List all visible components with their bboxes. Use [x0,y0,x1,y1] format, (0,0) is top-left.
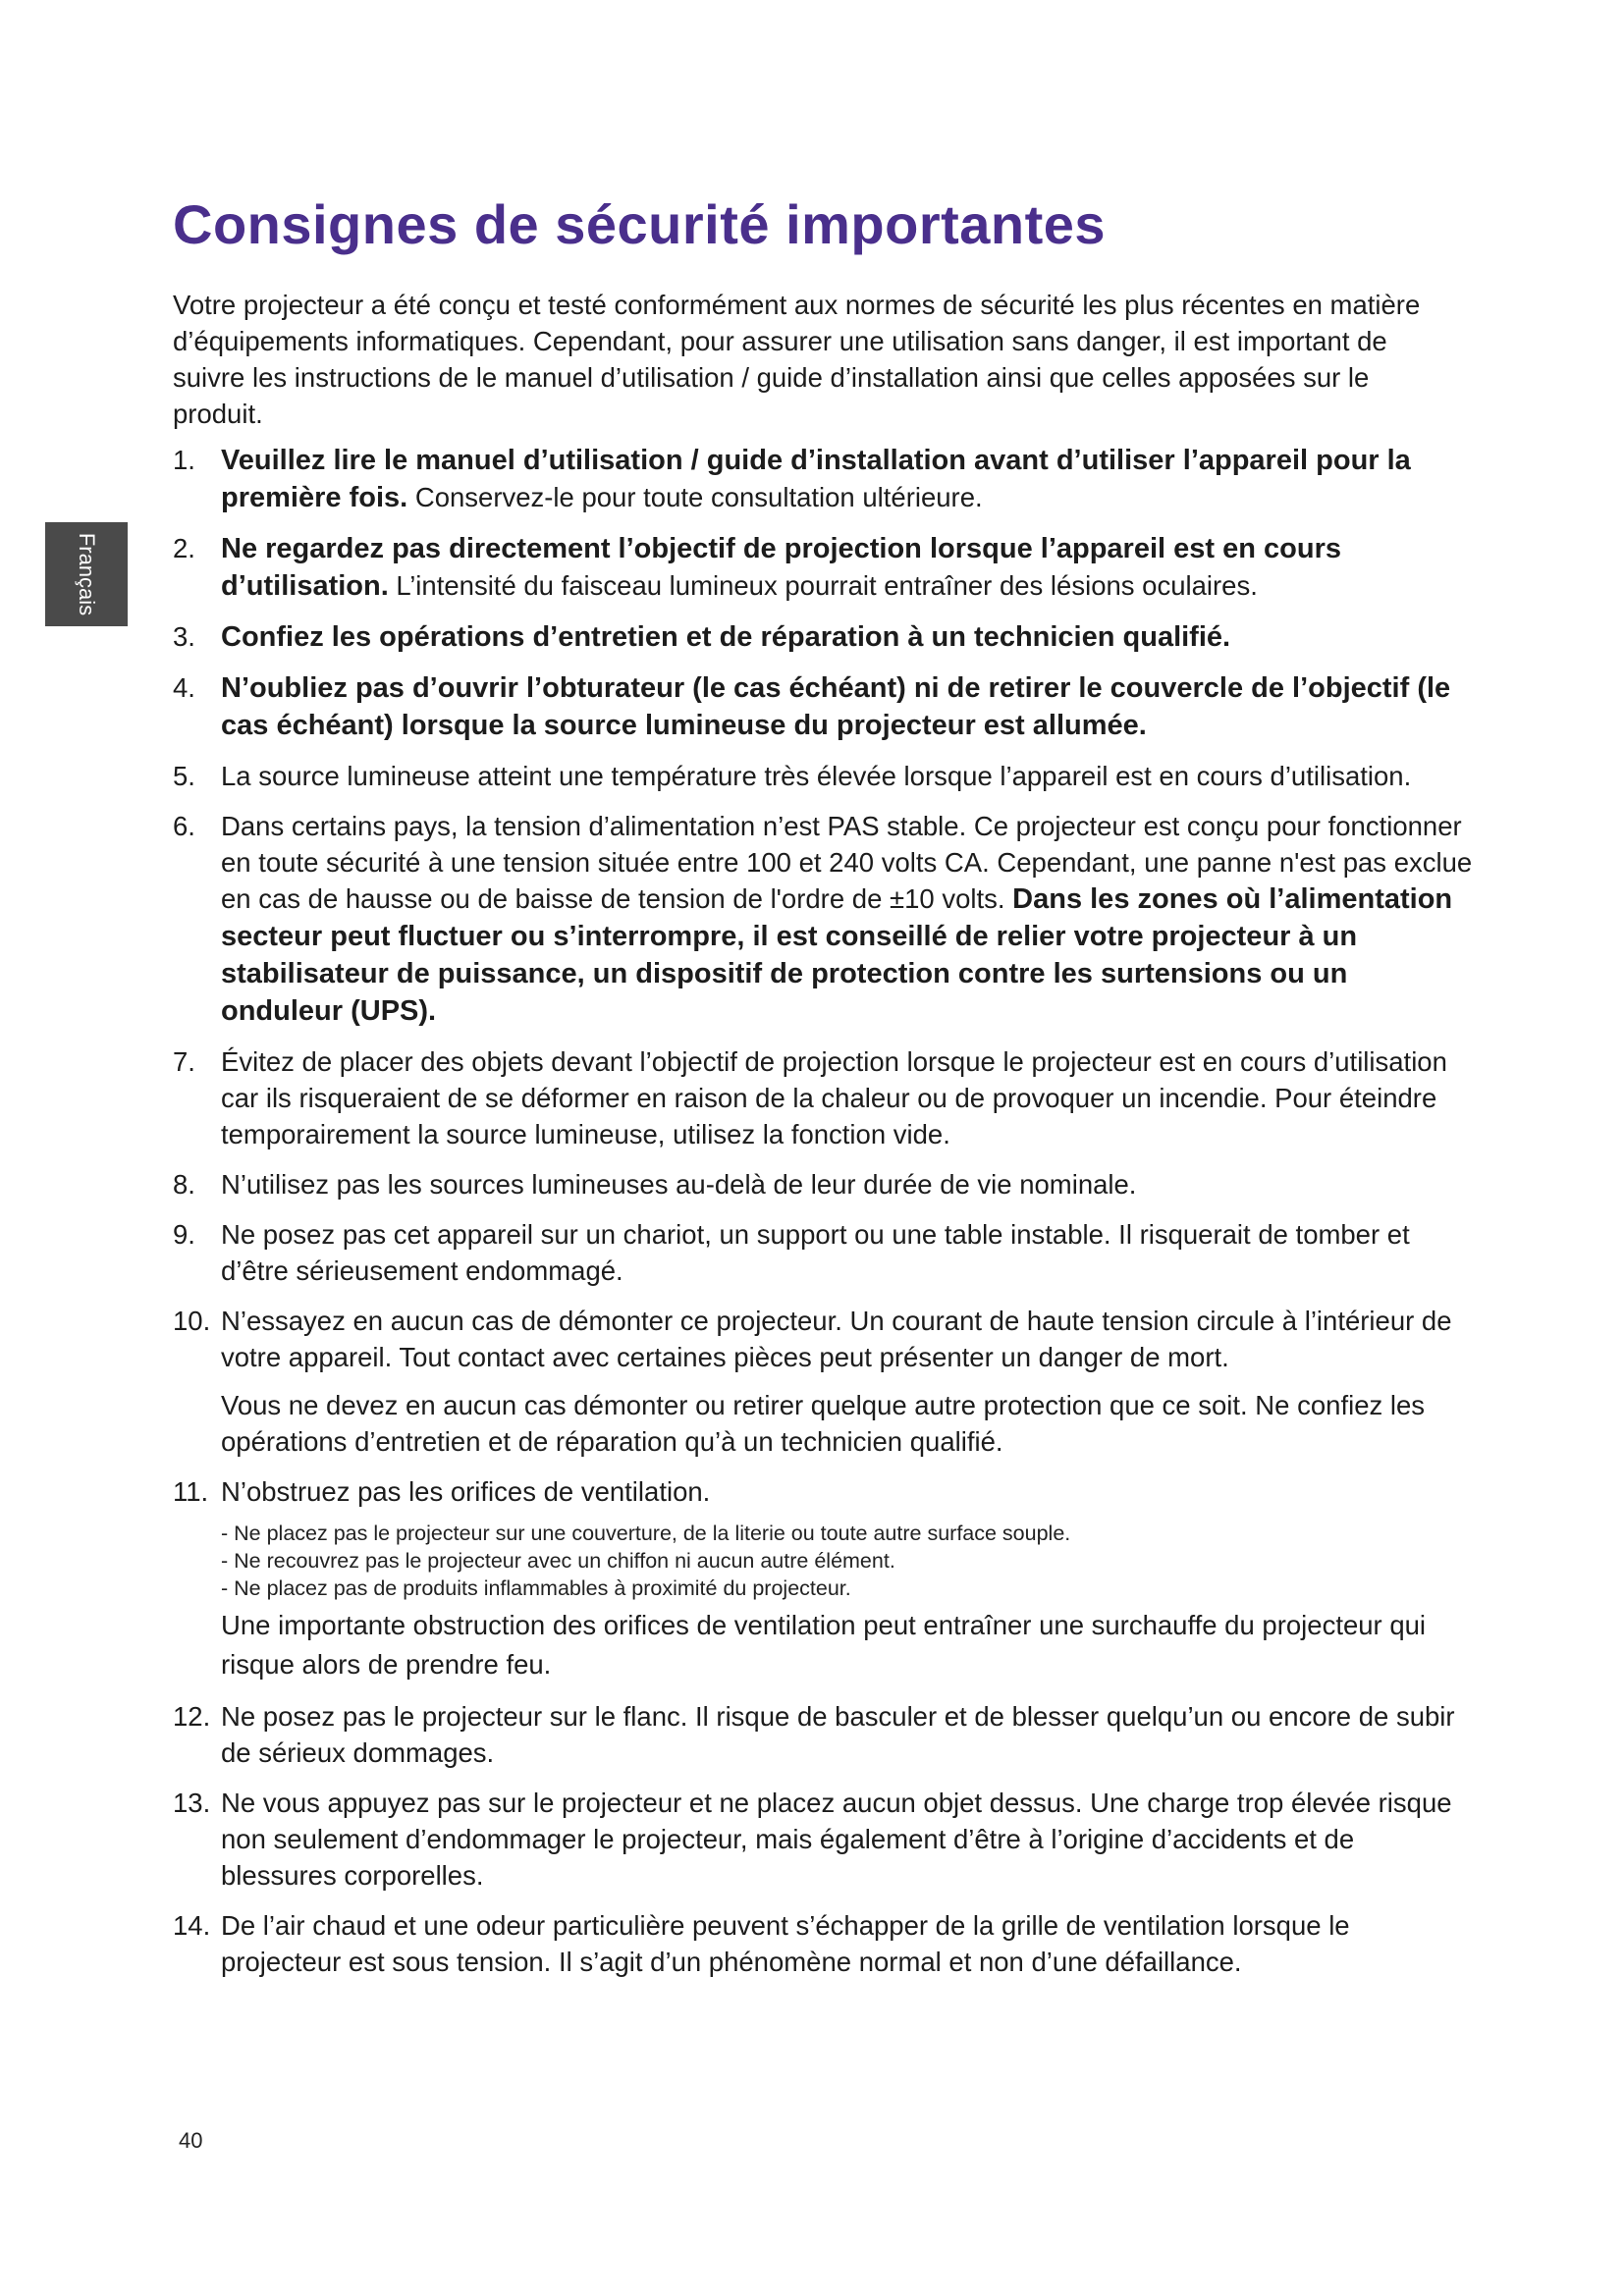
item-text: De l’air chaud et une odeur particulière peuvent s’échapper de la grille de ventilation lorsque le projecteur est sous tension. Il s’agit d’un phénomène normal et non d’une défaillance. [221,1910,1350,1977]
list-item [173,530,1474,605]
list-item [173,1043,1474,1152]
item-number: 10. [173,1306,211,1336]
item-text: Évitez de placer des objets devant l’objectif de projection lorsque le projecteur est en cours d’utilisation car ils risqueraient de se déformer en raison de la chaleur ou de provoquer un incendie. Pour éteindre temporairement la source lumineuse, utilisez la fonction vide. [221,1046,1447,1149]
list-item [173,1166,1474,1202]
list-item [173,808,1474,1030]
item-text: La source lumineuse atteint une température très élevée lorsque l’appareil est en cours d’utilisation. [221,761,1412,791]
item-text: N’obstruez pas les orifices de ventilation. [221,1476,711,1507]
list-item [173,669,1474,744]
item-number: 13. [173,1788,211,1818]
item-text: L’intensité du faisceau lumineux pourrait entraîner des lésions oculaires. [388,570,1258,601]
list-item [173,1698,1474,1771]
item-number: 11. [173,1476,209,1507]
item-number: 12. [173,1701,211,1732]
list-item [173,758,1474,794]
item-number: 9. [173,1219,195,1250]
list-item [173,618,1474,656]
item-text: N’essayez en aucun cas de démonter ce projecteur. Un courant de haute tension circule à l’intérieur de votre appareil. Tout contact avec certaines pièces peut présenter un danger de mort. [221,1306,1452,1372]
item-number: 8. [173,1169,195,1200]
item-number: 4. [173,672,195,703]
item-bold-text: Confiez les opérations d’entretien et de réparation à un technicien qualifié. [221,621,1231,653]
ventilation-bullet-list [221,1520,1474,1602]
item-number: 7. [173,1046,195,1077]
item-text: Ne vous appuyez pas sur le projecteur et ne placez aucun objet dessus. Une charge trop élevée risque non seulement d’endommager le projecteur, mais également d’être à l’origine d’accidents et de blessures corporelles. [221,1788,1452,1891]
item-bold-text: Ne regardez pas directement l’objectif de projection lorsque l’appareil est en cours d’utilisation. [221,533,1341,602]
item-text: Ne posez pas le projecteur sur le flanc. Il risque de basculer et de blesser quelqu’un ou encore de subir de sérieux dommages. [221,1701,1455,1768]
item-number: 2. [173,533,195,563]
bullet-item: - Ne placez pas le projecteur sur une couverture, de la literie ou toute autre surface souple. [221,1522,1071,1545]
bullet-item: - Ne recouvrez pas le projecteur avec un chiffon ni aucun autre élément. [221,1549,895,1573]
item-bold-text: Dans les zones où l’alimentation secteur peut fluctuer ou s’interrompre, il est conseillé de relier votre projecteur à un stabilisateur de puissance, un dispositif de protection contre les surtensions ou un onduleur (UPS). [221,883,1453,1027]
list-item [173,1303,1474,1460]
item-after-bullets: Une importante obstruction des orifices de ventilation peut entraîner une surchauffe du projecteur qui risque alors de prendre feu. [221,1610,1427,1680]
language-side-tab [45,522,128,626]
item-bold-text: Veuillez lire le manuel d’utilisation / guide d’installation avant d’utiliser l’appareil pour la première fois. [221,445,1411,513]
item-text: N’utilisez pas les sources lumineuses au-delà de leur durée de vie nominale. [221,1169,1137,1200]
list-item [173,1216,1474,1289]
page-title: Consignes de sécurité importantes [173,193,1107,255]
list-item [173,1907,1474,1980]
bullet-item: - Ne placez pas de produits inflammables à proximité du projecteur. [221,1576,851,1600]
item-bold-text: N’oubliez pas d’ouvrir l’obturateur (le cas échéant) ni de retirer le couvercle de l’objectif (le cas échéant) lorsque la source lumineuse du projecteur est allumée. [221,672,1451,741]
item-number: 5. [173,761,195,791]
item-text: Ne posez pas cet appareil sur un chariot, un support ou une table instable. Il risquerait de tomber et d’être sérieusement endommagé. [221,1219,1410,1286]
side-tab-label: Français [75,532,100,616]
item-number: 14. [173,1910,211,1941]
item-number: 6. [173,811,195,841]
intro-paragraph: Votre projecteur a été conçu et testé conformément aux normes de sécurité les plus récentes en matière d’équipements informatiques. Cependant, pour assurer une utilisation sans danger, il est important de suivre les instructions de le manuel d’utilisation / guide d’installation ainsi que celles apposées sur le produit. [173,290,1421,429]
safety-instructions-list [173,442,1474,1994]
list-item [173,1785,1474,1894]
item-text: Dans certains pays, la tension d’alimentation n’est PAS stable. Ce projecteur est conçu pour fonctionner en toute sécurité à une tension située entre 100 et 240 volts CA. Cependant, une panne n'est pas exclue en cas de hausse ou de baisse de tension de l'ordre de ±10 volts. [221,811,1473,914]
item-number: 1. [173,445,195,475]
page-number: 40 [179,2128,203,2153]
item-extra-paragraph: Vous ne devez en aucun cas démonter ou retirer quelque autre protection que ce soit. Ne confiez les opérations d’entretien et de réparation qu’à un technicien qualifié. [221,1390,1426,1457]
list-item [173,442,1474,516]
list-item [173,1473,1474,1684]
item-text: Conservez-le pour toute consultation ultérieure. [407,482,983,512]
item-number: 3. [173,621,195,652]
